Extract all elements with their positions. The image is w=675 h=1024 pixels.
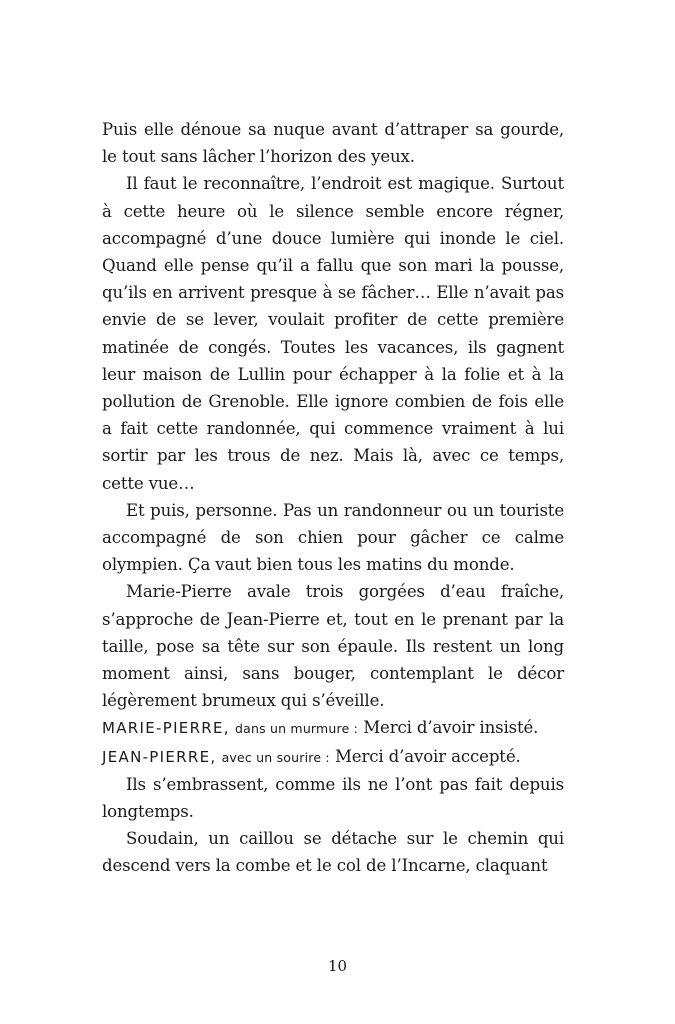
stage-direction: dans un murmure : bbox=[235, 721, 359, 737]
speaker-name: MARIE-PIERRE, bbox=[102, 719, 230, 738]
paragraph: Ils s’embrassent, comme ils ne l’ont pas fait depuis longtemps. bbox=[102, 774, 564, 822]
paragraph: Puis elle dénoue sa nuque avant d’attraper sa gourde, le tout sans lâcher l’horizon des yeux. bbox=[102, 120, 564, 167]
page-number: 10 bbox=[327, 957, 348, 975]
dialogue-line bbox=[102, 714, 564, 742]
dialogue-text: Merci d’avoir insisté. bbox=[363, 718, 539, 738]
dialogue-line bbox=[102, 743, 564, 771]
paragraph: Et puis, personne. Pas un randonneur ou un touriste accompagné de son chien pour gâcher ce calme olympien. Ça vaut bien tous les matins du monde. bbox=[102, 500, 564, 575]
page-body bbox=[102, 116, 564, 880]
paragraph: Soudain, un caillou se détache sur le chemin qui descend vers la combe et le col de l’Incarne, claquant bbox=[102, 829, 564, 876]
paragraph: Il faut le reconnaître, l’endroit est magique. Surtout à cette heure où le silence semble encore régner, accompagné d’une douce lumière qui inonde le ciel. Quand elle pense qu’il a fallu que son mari la pousse, qu’ils en arrivent presque à se fâcher… Elle n’avait pas envie de se lever, voulait profiter de cette première matinée de congés. Toutes les vacances, ils gagnent leur maison de Lullin pour échapper à la folie et à la pollution de Grenoble. Elle ignore combien de fois elle a fait cette randonnée, qui commence vraiment à lui sortir par les trous de nez. Mais là, avec ce temps, cette vue… bbox=[102, 174, 564, 493]
stage-direction: avec un sourire : bbox=[221, 749, 330, 765]
paragraph: Marie-Pierre avale trois gorgées d’eau fraîche, s’approche de Jean-Pierre et, tout en le prenant par la taille, pose sa tête sur son épaule. Ils restent un long moment ainsi, sans bouger, contemplant le décor légèrement brumeux qui s’éveille. bbox=[102, 582, 564, 711]
dialogue-text: Merci d’avoir accepté. bbox=[334, 746, 521, 766]
speaker-name: JEAN-PIERRE, bbox=[102, 747, 217, 766]
